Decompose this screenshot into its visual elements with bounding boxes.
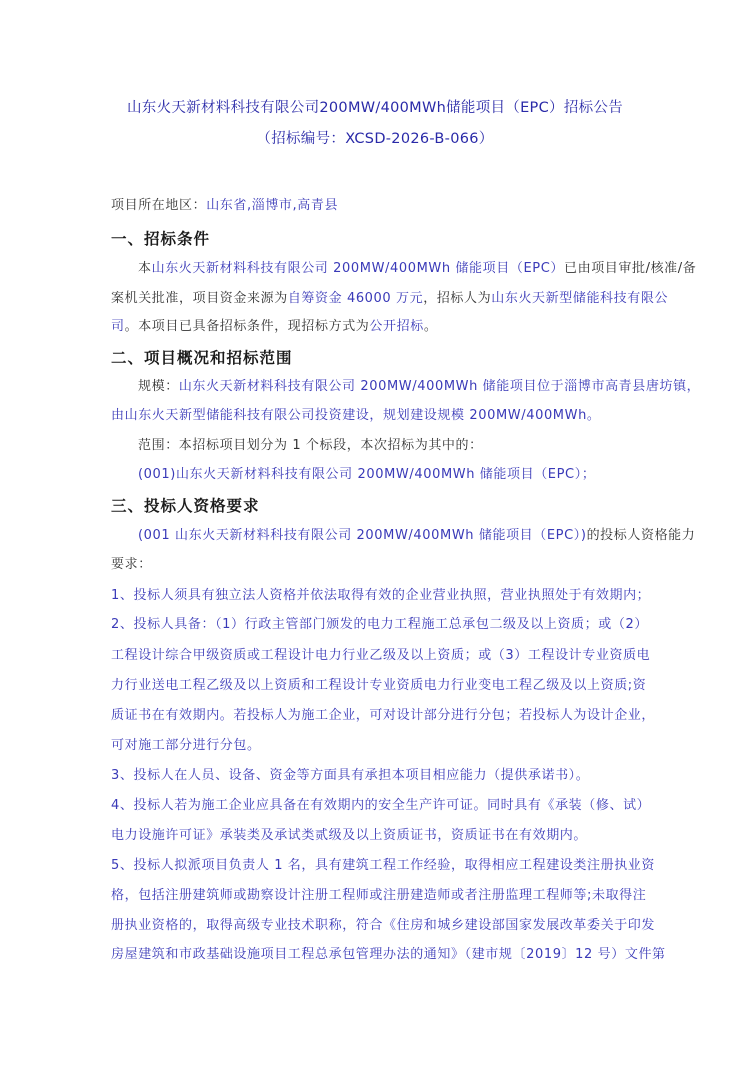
requirement-2-cont: 工程设计综合甲级资质或工程设计电力行业乙级及以上资质；或（3）工程设计专业资质电 <box>111 648 651 663</box>
paragraph-line <box>138 378 700 396</box>
requirement-5-cont: 册执业资格的，取得高级专业技术职称，符合《住房和城乡建设部国家发展改革委关于印发 <box>111 918 656 933</box>
requirement-line <box>111 616 648 634</box>
lot-name: (001 山东火天新材料科技有限公司 200MW/400MWh 储能项目（EPC）) <box>138 528 587 543</box>
requirement-2-cont: 力行业送电工程乙级及以上资质和工程设计专业资质电力行业变电工程乙级及以上资质;资 <box>111 678 647 693</box>
project-name-link: 山东火天新材料科技有限公司 200MW/400MWh 储能项目（EPC） <box>151 261 564 276</box>
document-title: 山东火天新材料科技有限公司200MW/400MWh储能项目（EPC）招标公告 <box>126 100 624 116</box>
section-heading-1: 一、招标条件 <box>111 230 211 248</box>
requirement-line <box>111 767 589 785</box>
requirement-line <box>111 887 647 905</box>
text: 已由项目审批/核准/备 <box>564 261 697 276</box>
lot-item: (001)山东火天新材料科技有限公司 200MW/400MWh 储能项目（EPC）； <box>138 467 596 482</box>
section-heading-3: 三、投标人资格要求 <box>111 497 260 515</box>
project-region <box>111 197 338 215</box>
requirement-line <box>111 797 651 815</box>
requirement-2-cont: 可对施工部分进行分包。 <box>111 738 261 753</box>
text: 案机关批准，项目资金来源为 <box>111 291 288 306</box>
paragraph-line <box>138 260 697 278</box>
requirement-2: 2、投标人具备：（1）行政主管部门颁发的电力工程施工总承包二级及以上资质；或（2） <box>111 617 648 632</box>
requirement-line <box>111 737 261 755</box>
scope-text: 范围：本招标项目划分为 1 个标段，本次招标为其中的： <box>138 438 483 453</box>
text: 的投标人资格能力 <box>586 528 696 543</box>
paragraph-line <box>111 407 601 425</box>
requirement-5-cont: 房屋建筑和市政基础设施项目工程总承包管理办法的通知》（建市规〔2019〕12 号）文件第 <box>111 947 666 962</box>
requirement-4: 4、投标人若为施工企业应具备在有效期内的安全生产许可证。同时具有《承装（修、试） <box>111 798 651 813</box>
region-value: 山东省,淄博市,高青县 <box>206 198 339 213</box>
requirement-5-cont: 格，包括注册建筑师或勘察设计注册工程师或注册建造师或者注册监理工程师等;未取得注 <box>111 888 647 903</box>
text: 。本项目已具备招标条件，现招标方式为 <box>124 319 370 334</box>
requirement-1: 1、投标人须具有独立法人资格并依法取得有效的企业营业执照，营业执照处于有效期内； <box>111 588 651 603</box>
requirement-3: 3、投标人在人员、设备、资金等方面具有承担本项目相应能力（提供承诺书）。 <box>111 768 590 783</box>
requirement-line <box>111 946 666 964</box>
paragraph-line <box>111 318 437 336</box>
text: 本 <box>138 261 152 276</box>
region-label: 项目所在地区： <box>111 198 207 213</box>
requirement-line <box>111 587 651 605</box>
paragraph-line <box>111 290 669 308</box>
requirement-4-cont: 电力设施许可证》承装类及承试类贰级及以上资质证书，资质证书在有效期内。 <box>111 828 588 843</box>
paragraph-line <box>138 437 483 455</box>
requirement-line <box>111 707 656 725</box>
requirement-line <box>111 677 647 695</box>
funding-source: 自筹资金 46000 万元 <box>287 291 424 306</box>
text: 要求： <box>111 557 152 572</box>
requirement-line <box>111 827 587 845</box>
text: 。 <box>423 319 438 334</box>
requirement-5: 5、投标人拟派项目负责人 1 名，具有建筑工程工作经验，取得相应工程建设类注册执业资 <box>111 858 656 873</box>
tender-method: 公开招标 <box>369 319 424 334</box>
tenderer-name: 山东火天新型储能科技有限公 <box>491 291 669 306</box>
requirement-line <box>111 857 656 875</box>
paragraph-line <box>138 466 595 484</box>
paragraph-line <box>138 527 696 545</box>
text: 规模： <box>138 379 179 394</box>
requirement-line <box>111 917 656 935</box>
tender-number: （招标编号：XCSD-2026-B-066） <box>256 131 494 147</box>
scale-text: 山东火天新材料科技有限公司 200MW/400MWh 储能项目位于淄博市高青县唐坊镇， <box>178 379 701 394</box>
paragraph-line <box>111 556 152 574</box>
requirement-2-cont: 质证书在有效期内。若投标人为施工企业，可对设计部分进行分包；若投标人为设计企业， <box>111 708 656 723</box>
scale-text: 由山东火天新型储能科技有限公司投资建设，规划建设规模 200MW/400MWh。 <box>111 408 601 423</box>
section-heading-2: 二、项目概况和招标范围 <box>111 349 293 367</box>
text: ，招标人为 <box>423 291 492 306</box>
tenderer-name-cont: 司 <box>111 319 125 334</box>
requirement-line <box>111 647 651 665</box>
